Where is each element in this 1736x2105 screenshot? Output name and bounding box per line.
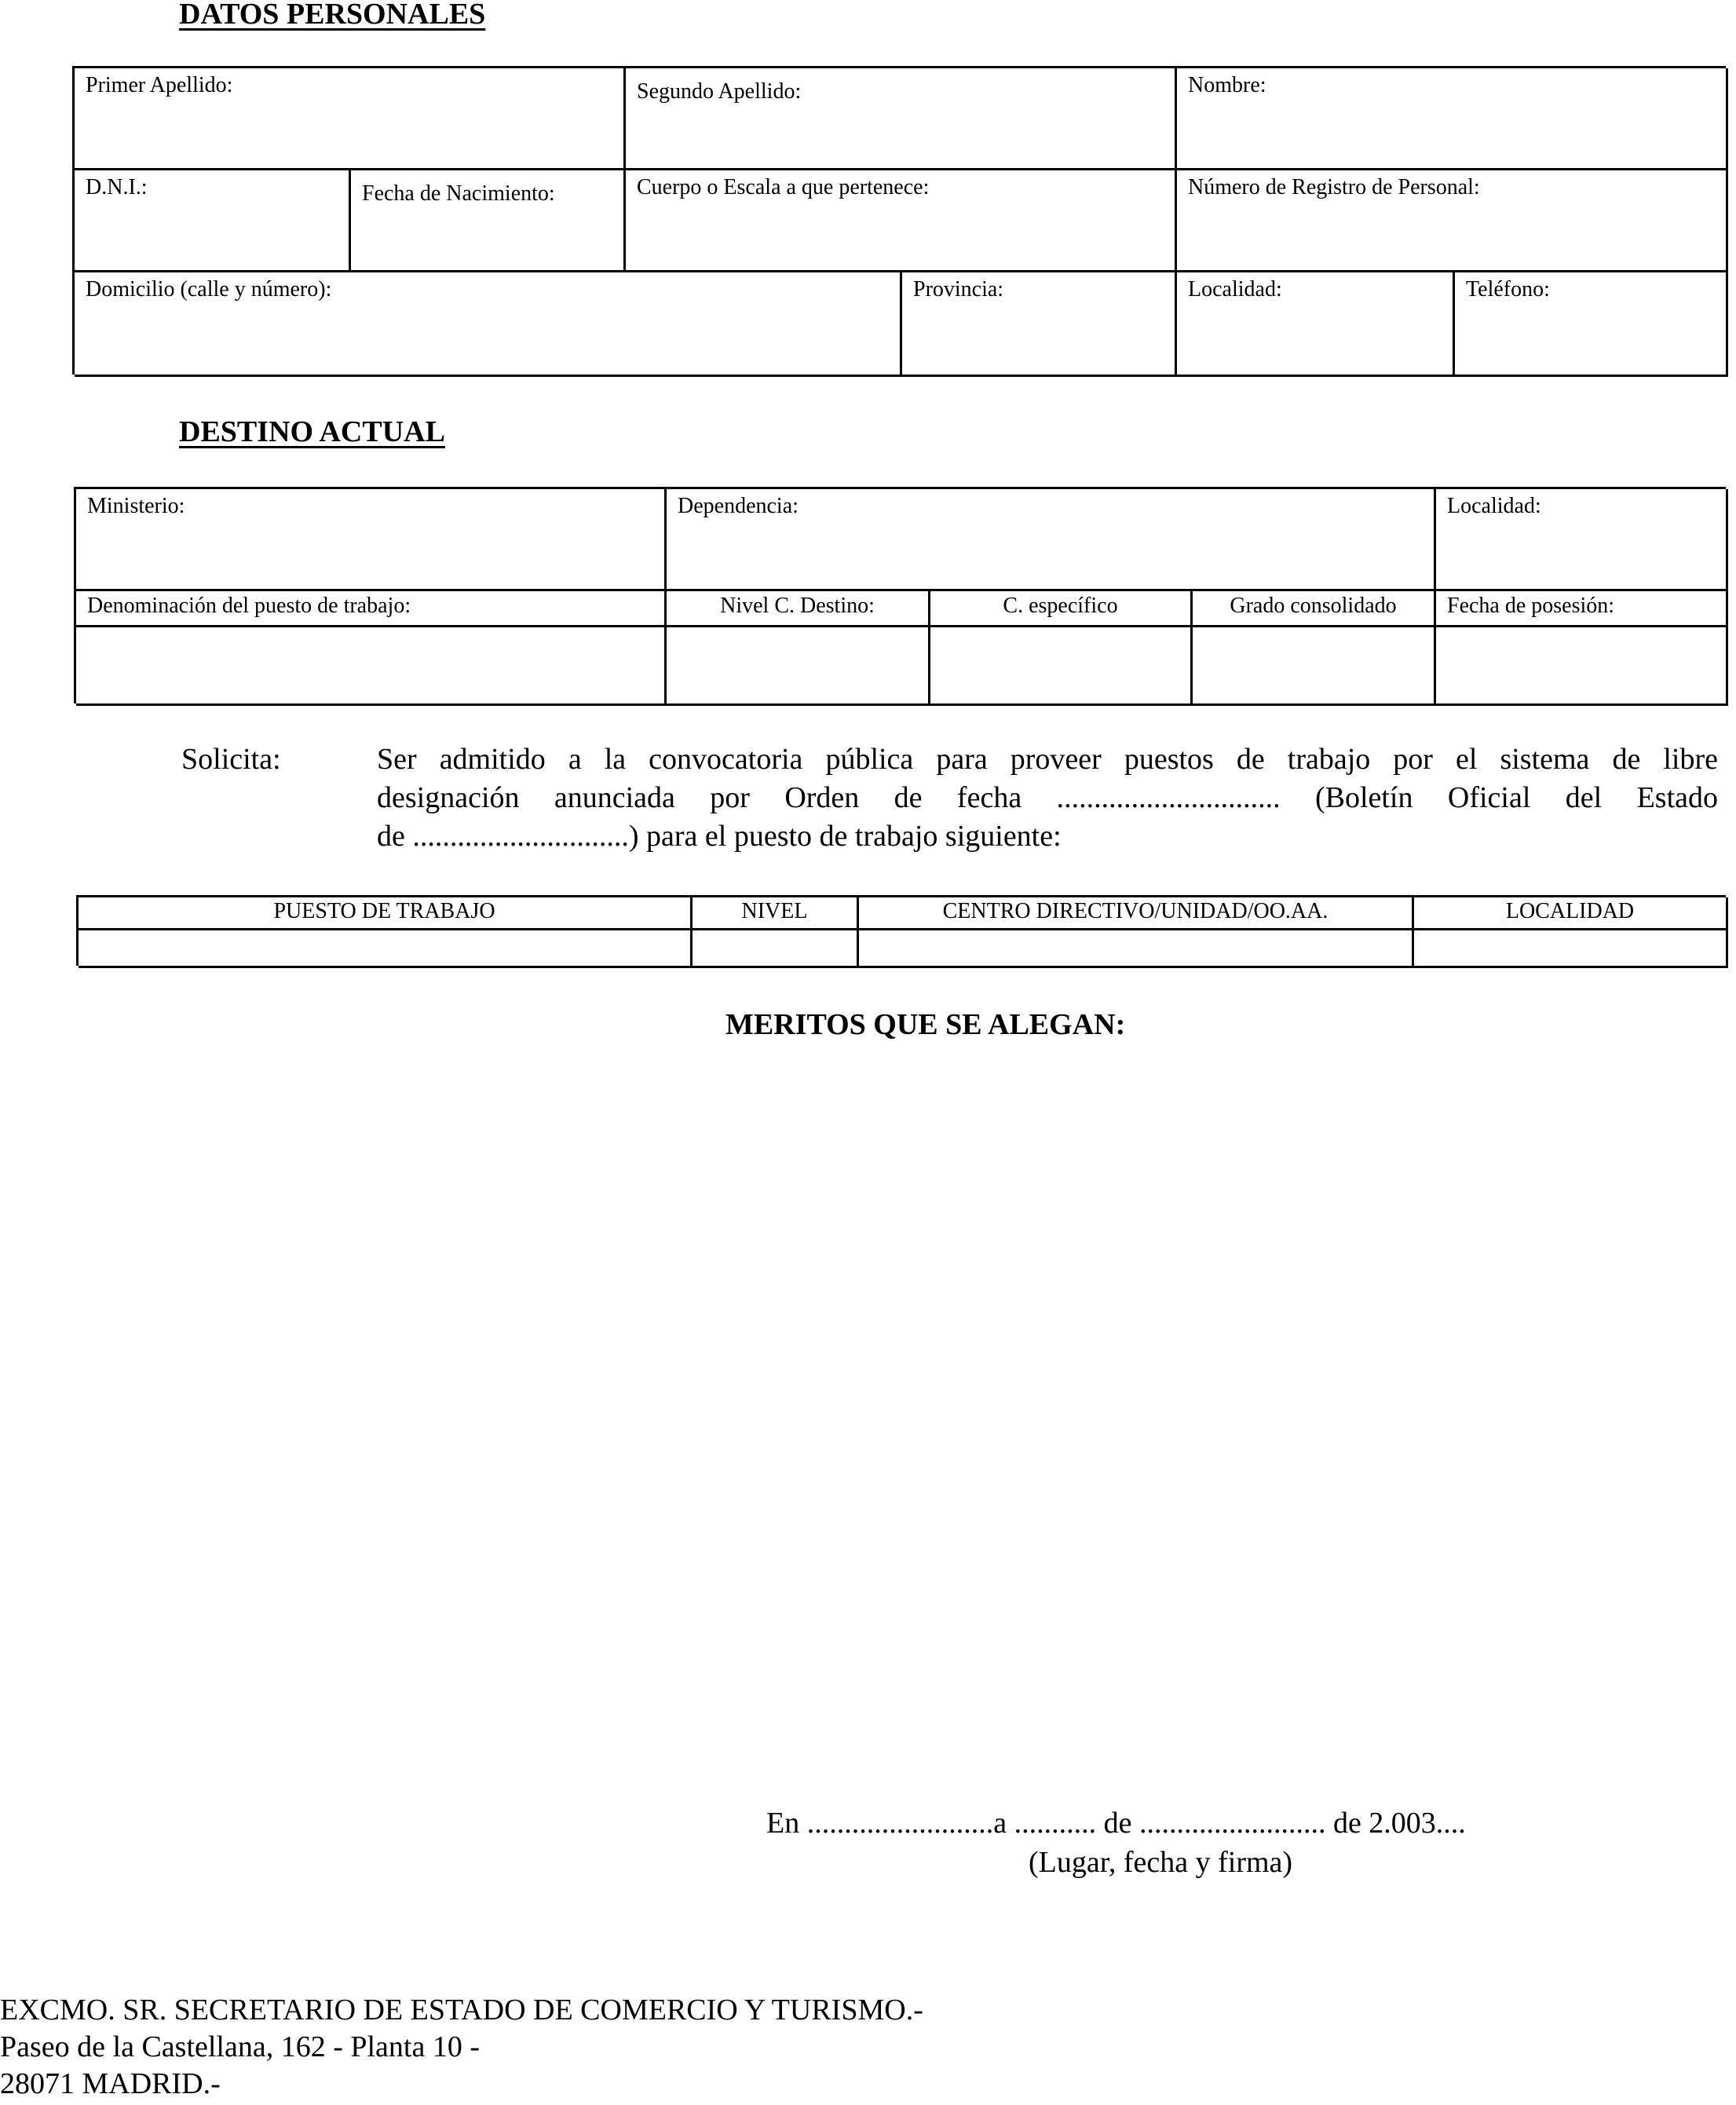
address-line-1: EXCMO. SR. SECRETARIO DE ESTADO DE COMERCIO Y TURISMO.- (0, 1994, 923, 2026)
telefono-field[interactable] (1455, 272, 1728, 377)
denominacion-header (76, 591, 667, 627)
grado-label: Grado consolidado (1230, 594, 1397, 618)
fecha-posesion-header (1436, 591, 1728, 627)
address-line-3: 28071 MADRID.- (0, 2067, 221, 2100)
destino-actual-heading: DESTINO ACTUAL (179, 415, 445, 448)
centro-header-label: CENTRO DIRECTIVO/UNIDAD/OO.AA. (942, 899, 1328, 923)
dni-label: D.N.I.: (86, 175, 148, 199)
meritos-heading: MERITOS QUE SE ALEGAN: (725, 1008, 1126, 1041)
localidad-label: Localidad: (1188, 277, 1282, 301)
denominacion-label: Denominación del puesto de trabajo: (87, 594, 411, 618)
especifico-label: C. específico (1003, 594, 1118, 618)
firma-line: En .........................a ........... de ......................... de 2.003.... (766, 1807, 1466, 1840)
domicilio-label: Domicilio (calle y número): (86, 277, 332, 301)
localidad-field[interactable] (1177, 272, 1455, 377)
ministerio-label: Ministerio: (87, 494, 185, 518)
centro-header (859, 897, 1414, 930)
segundo-apellido-field[interactable] (626, 68, 1177, 170)
puesto-header (79, 897, 693, 930)
provincia-field[interactable] (902, 272, 1177, 377)
segundo-apellido-label: Segundo Apellido: (637, 79, 802, 104)
nombre-label: Nombre: (1188, 73, 1266, 97)
especifico-input[interactable] (930, 627, 1193, 706)
dependencia-field[interactable] (667, 489, 1436, 591)
ministerio-field[interactable] (76, 489, 667, 591)
nivel-input[interactable] (667, 627, 930, 706)
solicita-line-1: Ser admitido a la convocatoria pública para proveer puestos de trabajo por el sistema de libre (377, 743, 1718, 776)
nivel-col-header-label: NIVEL (741, 899, 808, 923)
centro-input[interactable] (859, 930, 1414, 968)
grado-header (1193, 591, 1436, 627)
nivel-col-input[interactable] (693, 930, 859, 968)
nivel-col-header (693, 897, 859, 930)
nivel-label: Nivel C. Destino: (720, 594, 875, 618)
dependencia-label: Dependencia: (678, 494, 799, 518)
solicita-line-2: designación anunciada por Orden de fecha .............................. (Boletín Oficial del Estado (377, 781, 1718, 814)
dni-field[interactable] (75, 170, 351, 272)
address-line-2: Paseo de la Castellana, 162 - Planta 10 - (0, 2030, 481, 2063)
cuerpo-label: Cuerpo o Escala a que pertenece: (637, 175, 930, 199)
fecha-nacimiento-field[interactable] (351, 170, 626, 272)
solicita-label: Solicita: (181, 743, 281, 776)
especifico-header (930, 591, 1193, 627)
datos-personales-table (72, 66, 1726, 375)
puesto-table (76, 895, 1726, 966)
fecha-posesion-input[interactable] (1436, 627, 1728, 706)
puesto-input[interactable] (79, 930, 693, 968)
nrp-label: Número de Registro de Personal: (1188, 175, 1480, 199)
denominacion-input[interactable] (76, 627, 667, 706)
localidad-col-header (1414, 897, 1728, 930)
localidad-col-header-label: LOCALIDAD (1505, 899, 1635, 923)
primer-apellido-field[interactable] (75, 68, 626, 170)
provincia-label: Provincia: (913, 277, 1004, 301)
solicita-line-3: de .............................) para el puesto de trabajo siguiente: (377, 820, 1062, 853)
localidad-col-input[interactable] (1414, 930, 1728, 968)
destino-actual-table (74, 487, 1726, 703)
meritos-area[interactable] (76, 1052, 1726, 1782)
domicilio-field[interactable] (75, 272, 902, 377)
nivel-header (667, 591, 930, 627)
firma-caption: (Lugar, fecha y firma) (1029, 1846, 1293, 1879)
grado-input[interactable] (1193, 627, 1436, 706)
nrp-field[interactable] (1177, 170, 1728, 272)
datos-personales-heading: DATOS PERSONALES (179, 0, 486, 31)
nombre-field[interactable] (1177, 68, 1728, 170)
fecha-posesion-label: Fecha de posesión: (1447, 594, 1615, 618)
fecha-nacimiento-label: Fecha de Nacimiento: (362, 181, 555, 206)
telefono-label: Teléfono: (1466, 277, 1550, 301)
destino-localidad-field[interactable] (1436, 489, 1728, 591)
cuerpo-field[interactable] (626, 170, 1177, 272)
destino-localidad-label: Localidad: (1447, 494, 1541, 518)
puesto-header-label: PUESTO DE TRABAJO (273, 899, 495, 923)
primer-apellido-label: Primer Apellido: (86, 73, 233, 97)
